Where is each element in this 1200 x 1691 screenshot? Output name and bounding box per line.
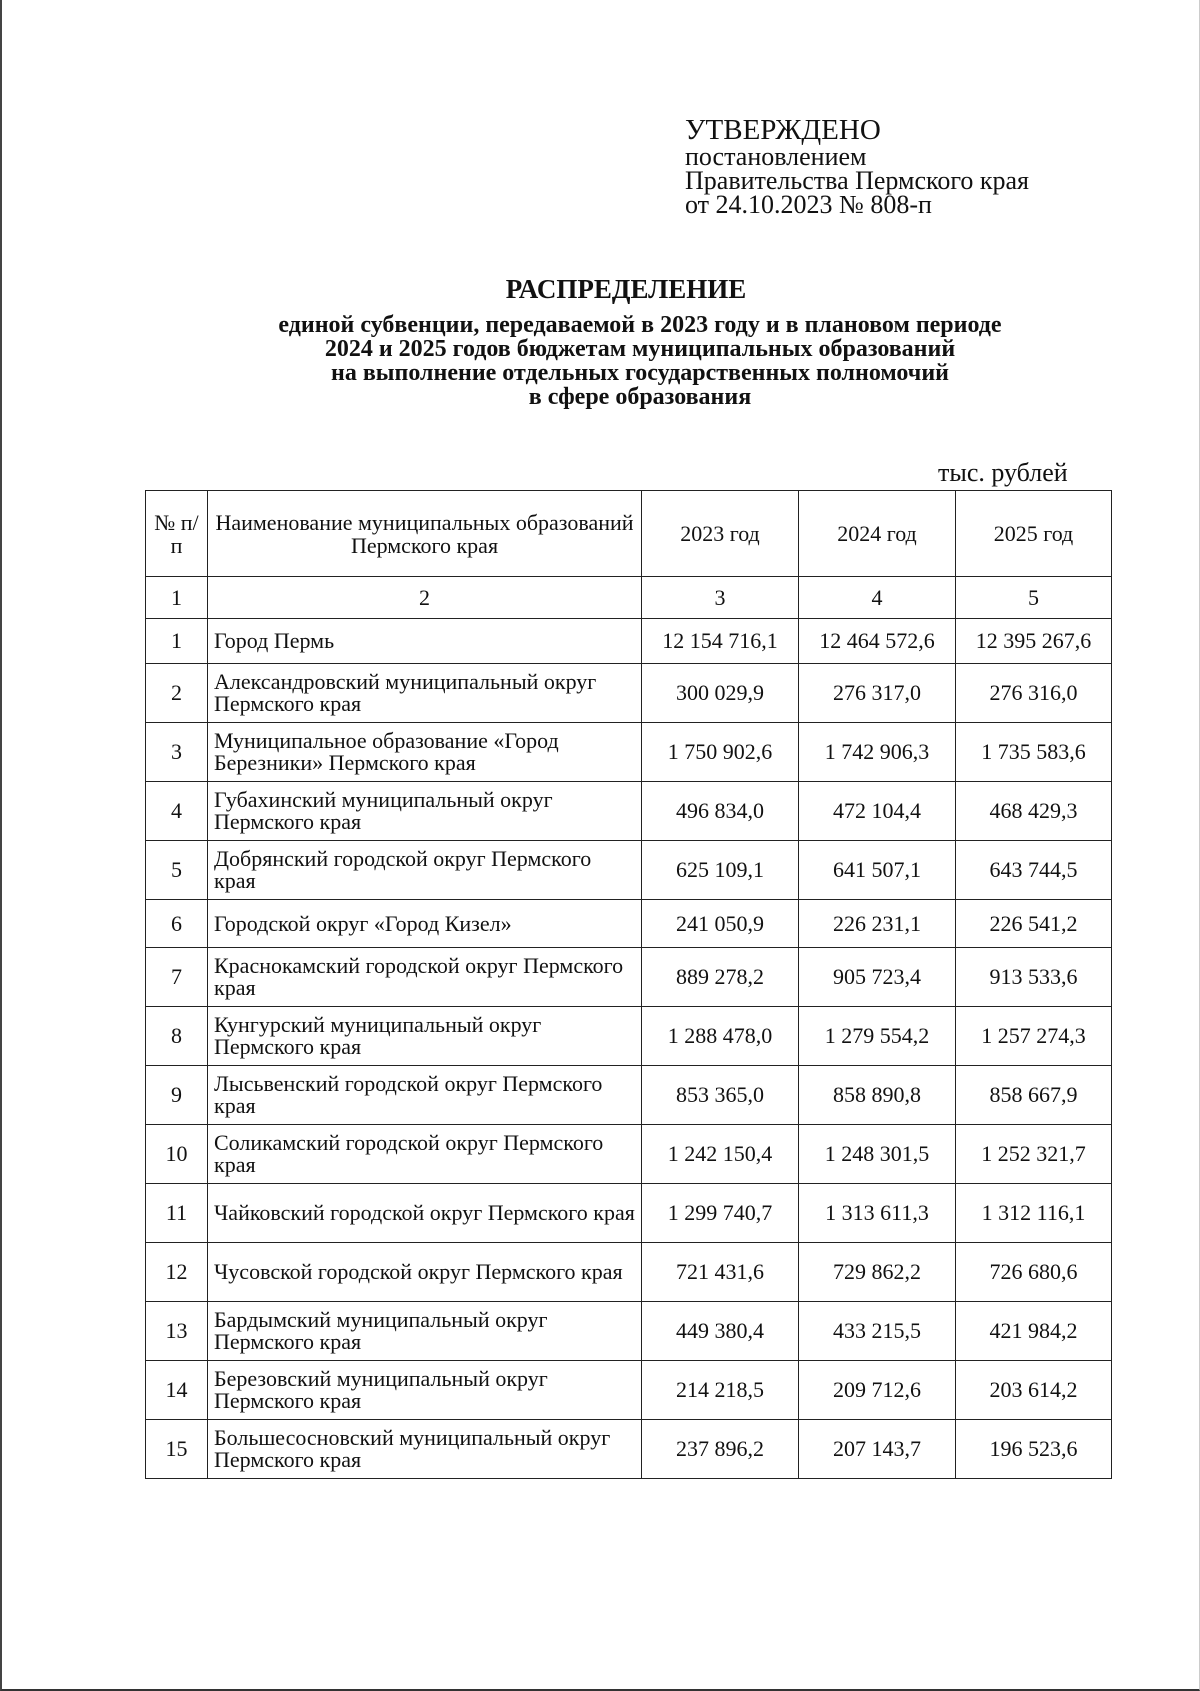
table-row xyxy=(146,1302,1112,1361)
table-row xyxy=(146,1420,1112,1479)
value-2023: 449 380,4 xyxy=(642,1302,799,1361)
table-row xyxy=(146,1361,1112,1420)
value-2024: 729 862,2 xyxy=(799,1243,956,1302)
value-2024: 1 313 611,3 xyxy=(799,1184,956,1243)
municipality-name: Александровский муниципальный округ Пермского края xyxy=(208,664,642,723)
column-number: 5 xyxy=(956,577,1112,619)
approval-line: Правительства Пермского края xyxy=(685,166,1029,195)
value-2024: 209 712,6 xyxy=(799,1361,956,1420)
row-number: 8 xyxy=(146,1007,208,1066)
municipality-name: Чусовской городской округ Пермского края xyxy=(208,1243,642,1302)
value-2025: 276 316,0 xyxy=(956,664,1112,723)
row-number: 14 xyxy=(146,1361,208,1420)
table-row xyxy=(146,948,1112,1007)
table-row xyxy=(146,723,1112,782)
value-2025: 858 667,9 xyxy=(956,1066,1112,1125)
row-number: 12 xyxy=(146,1243,208,1302)
subtitle-line: 2024 и 2025 годов бюджетам муниципальных образований xyxy=(324,336,956,362)
value-2024: 12 464 572,6 xyxy=(799,619,956,664)
value-2024: 1 248 301,5 xyxy=(799,1125,956,1184)
row-number: 4 xyxy=(146,782,208,841)
units-label: тыс. рублей xyxy=(938,458,1068,487)
header-num: № п/п xyxy=(146,491,208,577)
value-2023: 12 154 716,1 xyxy=(642,619,799,664)
value-2024: 905 723,4 xyxy=(799,948,956,1007)
value-2023: 1 750 902,6 xyxy=(642,723,799,782)
value-2025: 1 257 274,3 xyxy=(956,1007,1112,1066)
row-number: 7 xyxy=(146,948,208,1007)
value-2025: 1 252 321,7 xyxy=(956,1125,1112,1184)
value-2025: 913 533,6 xyxy=(956,948,1112,1007)
value-2024: 1 279 554,2 xyxy=(799,1007,956,1066)
value-2025: 1 735 583,6 xyxy=(956,723,1112,782)
table-row xyxy=(146,1184,1112,1243)
column-number: 4 xyxy=(799,577,956,619)
row-number: 10 xyxy=(146,1125,208,1184)
header-2024: 2024 год xyxy=(799,491,956,577)
table-row xyxy=(146,664,1112,723)
column-number: 2 xyxy=(208,577,642,619)
value-2023: 237 896,2 xyxy=(642,1420,799,1479)
value-2023: 1 242 150,4 xyxy=(642,1125,799,1184)
table-row xyxy=(146,1066,1112,1125)
table-row xyxy=(146,900,1112,948)
value-2023: 853 365,0 xyxy=(642,1066,799,1125)
municipality-name: Бардымский муниципальный округ Пермского края xyxy=(208,1302,642,1361)
approval-line: постановлением xyxy=(685,142,867,171)
value-2023: 300 029,9 xyxy=(642,664,799,723)
table-row xyxy=(146,1243,1112,1302)
table-row xyxy=(146,1125,1112,1184)
municipality-name: Добрянский городской округ Пермского края xyxy=(208,841,642,900)
row-number: 9 xyxy=(146,1066,208,1125)
row-number: 5 xyxy=(146,841,208,900)
table-row xyxy=(146,619,1112,664)
value-2023: 496 834,0 xyxy=(642,782,799,841)
table-row xyxy=(146,1007,1112,1066)
column-number: 3 xyxy=(642,577,799,619)
municipality-name: Чайковский городской округ Пермского края xyxy=(208,1184,642,1243)
row-number: 6 xyxy=(146,900,208,948)
municipality-name: Губахинский муниципальный округ Пермского края xyxy=(208,782,642,841)
municipality-name: Городской округ «Город Кизел» xyxy=(208,900,642,948)
row-number: 11 xyxy=(146,1184,208,1243)
value-2024: 858 890,8 xyxy=(799,1066,956,1125)
row-number: 3 xyxy=(146,723,208,782)
value-2024: 276 317,0 xyxy=(799,664,956,723)
value-2023: 241 050,9 xyxy=(642,900,799,948)
subtitle-line: единой субвенции, передаваемой в 2023 году и в плановом периоде xyxy=(278,312,1002,338)
row-number: 13 xyxy=(146,1302,208,1361)
municipality-name: Большесосновский муниципальный округ Пермского края xyxy=(208,1420,642,1479)
value-2024: 472 104,4 xyxy=(799,782,956,841)
header-2023: 2023 год xyxy=(642,491,799,577)
value-2025: 468 429,3 xyxy=(956,782,1112,841)
table-row xyxy=(146,782,1112,841)
document-title: РАСПРЕДЕЛЕНИЕ xyxy=(505,274,747,304)
value-2024: 641 507,1 xyxy=(799,841,956,900)
table-body xyxy=(146,577,1112,1479)
subtitle-line: на выполнение отдельных государственных полномочий xyxy=(331,360,949,386)
approval-block xyxy=(685,115,1029,217)
municipality-name: Город Пермь xyxy=(208,619,642,664)
table-header-row xyxy=(146,491,1112,577)
value-2024: 226 231,1 xyxy=(799,900,956,948)
column-number: 1 xyxy=(146,577,208,619)
municipality-name: Березовский муниципальный округ Пермского края xyxy=(208,1361,642,1420)
value-2024: 207 143,7 xyxy=(799,1420,956,1479)
municipality-name: Кунгурский муниципальный округ Пермского края xyxy=(208,1007,642,1066)
value-2023: 1 288 478,0 xyxy=(642,1007,799,1066)
value-2023: 721 431,6 xyxy=(642,1243,799,1302)
approval-stamp: УТВЕРЖДЕНО xyxy=(685,114,881,146)
value-2025: 203 614,2 xyxy=(956,1361,1112,1420)
value-2025: 726 680,6 xyxy=(956,1243,1112,1302)
value-2025: 421 984,2 xyxy=(956,1302,1112,1361)
municipality-name: Лысьвенский городской округ Пермского края xyxy=(208,1066,642,1125)
value-2024: 1 742 906,3 xyxy=(799,723,956,782)
table-row xyxy=(146,841,1112,900)
distribution-table xyxy=(145,490,1112,1479)
value-2023: 625 109,1 xyxy=(642,841,799,900)
municipality-name: Муниципальное образование «Город Березники» Пермского края xyxy=(208,723,642,782)
value-2025: 1 312 116,1 xyxy=(956,1184,1112,1243)
column-number-row xyxy=(146,577,1112,619)
value-2023: 214 218,5 xyxy=(642,1361,799,1420)
subtitle-line: в сфере образования xyxy=(528,384,752,410)
row-number: 15 xyxy=(146,1420,208,1479)
value-2025: 643 744,5 xyxy=(956,841,1112,900)
approval-line: от 24.10.2023 № 808-п xyxy=(685,190,932,219)
value-2025: 12 395 267,6 xyxy=(956,619,1112,664)
document-subtitle xyxy=(140,313,1140,409)
value-2024: 433 215,5 xyxy=(799,1302,956,1361)
value-2023: 1 299 740,7 xyxy=(642,1184,799,1243)
value-2023: 889 278,2 xyxy=(642,948,799,1007)
header-name: Наименование муниципальных образований Пермского края xyxy=(208,491,642,577)
row-number: 1 xyxy=(146,619,208,664)
value-2025: 226 541,2 xyxy=(956,900,1112,948)
value-2025: 196 523,6 xyxy=(956,1420,1112,1479)
row-number: 2 xyxy=(146,664,208,723)
municipality-name: Краснокамский городской округ Пермского края xyxy=(208,948,642,1007)
municipality-name: Соликамский городской округ Пермского края xyxy=(208,1125,642,1184)
header-2025: 2025 год xyxy=(956,491,1112,577)
